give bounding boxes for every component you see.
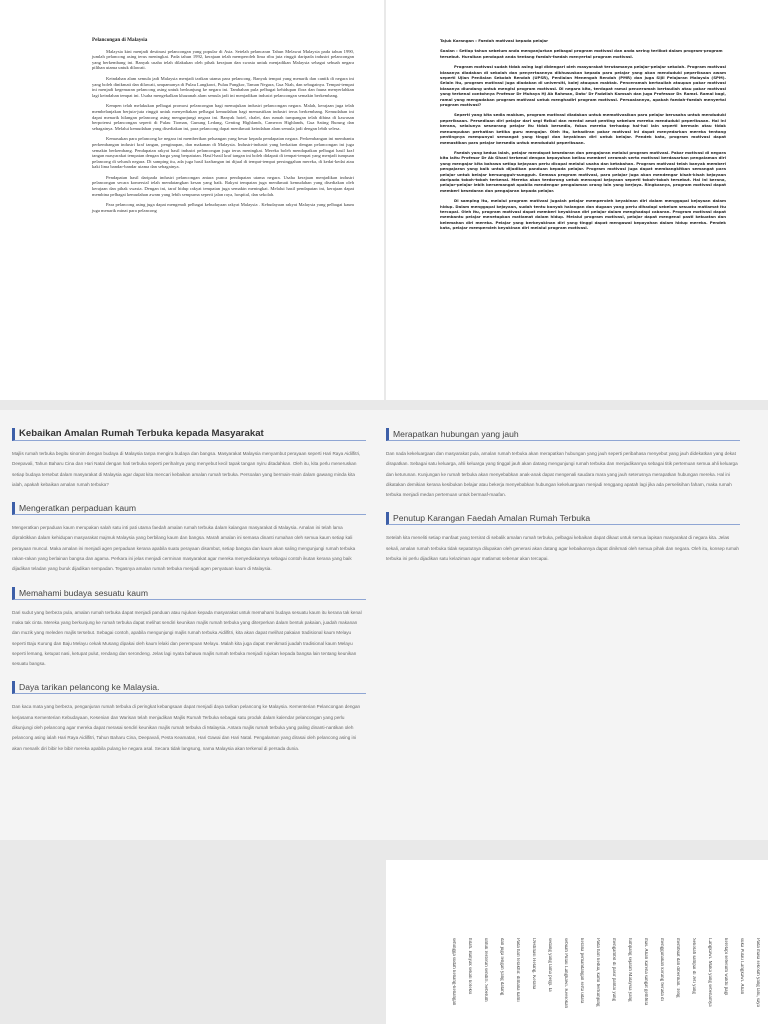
rotated-text-line: hilah. Banyak sekali koleksi xyxy=(467,938,472,995)
essay-question: Soalan : Setiap tahun sebelum anda menganjurkan pelbagai program motivasi dan anda sering terlibat dalam program-program tersebut. Huraikan pendapat anda tentang faedah-faedah menyertai program motivasi. xyxy=(440,48,723,59)
rotated-text-line: kerana pemandangan serta udara xyxy=(579,938,584,1004)
article-rumah-terbuka xyxy=(0,410,768,840)
essay-paragraph: Faedah yang kedua ialah, pelajar mendapat kesedaran dan pengajaran melalui program motivasi. Pakar motivasi di negara kita iaitu Profesor Dr Ab Ghani terkenal dengan kepayahan beliau memberi ceramah serta motivasi berdasarkan pengalaman diri yang mengajar kita bahawa setiap kejayaan perlu dicapai melalui usaha dan ketabahan. Program motivasi telah banyak memberi pengajaran yang baik untuk dijadikan panduan kepada pelajar. Program motivasi juga dapat membangkitkan semangat para pelajar untuk belajar bersungguh-sungguh. Semasa program motivasi, para pelajar juga akan mendengar kisah-kisah kejayaan daripada tokoh-tokoh terkenal. Mereka akan terdorong untuk mencapai kejayaan seperti tokoh-tokoh tersebut. Hal ini kerana, pelajar-pelajar lebih bersemangat apabila mendengar pengalaman orang lain yang berjaya. Ringkasnya, program motivasi dapat memberi kesedaran dan pengajaran kepada pelajar. xyxy=(440,149,726,193)
essay-heading: Tajuk Karangan : Faedah motivasi kepada pelajar xyxy=(440,38,549,43)
article-left-column xyxy=(12,428,366,766)
essay-page-pelancongan xyxy=(0,0,384,400)
essay-paragraph: Kemasukan para pelancong ke negara ini memberikan peluangan yang besar kepada pendapatan negara. Perkembangan ini membantu perkembangan industri kraf tangan, penginapan, dan makanan di Malaysia. Industri-industri yang berkaitan dengan pelancongan ini juga semakin berkembang. Pendapatan rakyat hasil industri pelancongan juga terus meningkat. Mereka boleh mendapatkan pelbagai hasil kraf tangan masyarakat tempatan dengan harga yang berpatutan. Hasil-hasil kraf tangan ini boleh didapati di tempat-tempat yang menjadi tumpuan pelancong di seluruh negara. Di samping itu, ada juga hasil kraftangan ini dijual di tempat-tempat persinggahan mereka, di kedai-kedai atau kaki lima bandar-bandar utama dan sebagainya. xyxy=(92,136,354,170)
rotated-text-line: Pada masa sekolah yang lalu, saya xyxy=(755,938,760,1007)
article-paragraph: Dan nada kekeluargaan dan masyarakat pula, amalan rumah terbuka akan merapatkan hubungan yang jauh seperti peribahasa menyebut yang jauh didekatkan yang dekat dirapatkan. Sebagai satu keluarga, ahli keluarga yang tinggal jauh akan datang mengunjungi rumah terbuka dan menjadikannya sebagai titik pertemuan semua ahli keluarga dan keturunan. Kunjungan ke rumah terbuka akan menyebabkan anak-anak dapat mengenali saudara mara yang jauh seterusnya merapatkan hubungan mereka. Hal ini dikatakan demikian kerana kesibukan belajar atau bekerja menyebabkan hubungan kekeluargaan menjadi renggang apatah lagi jika ada perselisihan faham, maka rumah terbuka menjadi medan pertemuan untuk bermaaf-maafan. xyxy=(386,451,738,498)
rotated-text-line: Langkawi. Maka yang sebenarnya xyxy=(707,938,712,1007)
essay-title: Pelancongan di Malaysia xyxy=(92,37,148,43)
essay-paragraph: Di samping itu, melalui program motivasi jugalah pelajar memperoleh keyakinan diri dalam menggapai kejayaan dalam hidup. Dalam menggapai kejayaan, sudah tentu banyak halangan dan dugaan yang perlu dihadapi sebelum sesuatu matlamat itu tercapai. Oleh itu, program motivasi dapat memberi keyakinan diri pelajar dalam menghadapi cabaran. Program motivasi dapat membantu pelajar menetapkan matlamat dalam hidup. Melalui program motivasi, pelajar dapat mengenal pasti kekuatan dan kelemahan diri mereka. Pelajar yang berkeyakinan diri yang tinggi dapat mengawal kepayahan dalam hidup mereka. Pendek kata, pelajar memperoleh keyakinan diri melalui program motivasi. xyxy=(440,198,726,231)
rotated-text-area xyxy=(430,930,768,1024)
article-paragraph: Mengeratkan perpaduan kaum merupakan salah satu inti pati utama faedah amalan rumah terbuka dalam kalangan masyarakat di Malaysia. Amalan ini telah lama dipraktikkan dalam kehidupan masyarakat majmuk Malaysia yang berbilang kaum dan bangsa. Marah amalan ini semasa dinanti rumahan oleh semua kaum setiap kali perayaan muncul. Maka amalan ini menjadi agen perpaduan kerana apabila suatu perayaan disambut, setiap bangsa dan kaum akan saling mengunjungi rumah terbuka rakan-rakan yang berlainan bangsa dan agama. Perkara ini jelas menjadi cerminan masyarakat agar mereka menyediakannya sebagai contoh ikutan kerana yang baik dijadikan teladan yang buruk dijadikan sempadan. Tegasnya amalan rumah terbuka menjadi agen penyatuan kaum di Malaysia. xyxy=(12,525,356,572)
article-paragraph: Dan kaca mata yang berbeza, penganjuran rumah terbuka di peringkat kebangsaan dapat menjadi daya tarikan pelancong ke Malaysia. Kementerian Pelancongan dengan kerjasama Kementerian Kebudayaan, Kesenian dan Warisan telah menjadikan Majlis Rumah Terbuka sebagai satu produk dalam kalendar pelancongan yang perlu dikunjungi oleh pelancong agar mereka dapat merasai sendiri keunikan majlis rumah terbuka di Malaysia. Antara majlis rumah terbuka yang paling dinanti-nantikan oleh pelancong asing ialah Hari Raya Aidilfitri, Tahun Baharu Cina, Deepavali, Pesta Keamatan, Hari Gawai dan Hari Natal. Pengalaman yang dirasai oleh pelancong asing ini akan menarik diri bibir ke bibir mereka apabila pulang ke negara asal. Secara tidak langsung, nama Malaysia akan terkenal di persada dunia. xyxy=(12,704,361,751)
essay-paragraph: Kempen telah melakukan pelbagai promosi pelancongan bagi memajukan industri pelancongan negara. Malah, kerajaan juga telah membelanjakan berjuta-juta ringgit untuk menyediakan pelbagai kemudahan bagi memastikan industri terus berkembang. Kemudahan ini dapat menarik hilangan pelancong asing mengunjungi negara ini. Banyak hotel, chalet, dan rumah tumpangan telah dibina di kawasan berpotensi pelancongan seperti di Pulau Tioman, Gunung Ledang, Genting Highlands, Cameron Highlands, Gua Sating Burung dan sebagainya. Melalui kemudahan yang disediakan ini, para pelancong dapat menikmati keindahan alam semula jadi dengan lebih selesa. xyxy=(92,103,354,131)
rotated-text-line: membuat dan diberikan. Teng xyxy=(675,938,680,998)
article-paragraph: Setelah kita meneliti setiap manfaat yang tersirat di sebalik amalan rumah terbuka, pelbagai kebaikan dapat dikaut untuk semua lapisan masyarakat di negara kita. Jelas sekali, amalan rumah terbuka tidak sepatutnya dilupakan oleh generasi akan datang agar kebaikannya dapat dinikmati oleh semua pihak dan negara. Oleh itu, konsep rumah terbuka ini perlu dijadikan satu kelaziman agar matlamat sebenar akan tercapai. xyxy=(386,535,739,562)
rotated-page xyxy=(386,860,768,1024)
article-paragraph: Dari sudut yang berbeza pula, amalan rumah terbuka dapat menjadi panduan atau rujukan kepada masyarakat untuk memahami budaya sesuatu kaum itu kerana tak kenal maka tak cinta. Mereka yang berkunjung ke rumah terbuka dapat melihat sendiri keunikan majlis rumah terbuka yang diterperkan dalam bentuk pakaian, juadah makanan dan muzik yang meleden majlis tersebut. Sebagai contoh, apabila mengunjungi majlis rumah terbuka Aidilfitri, kita akan dapat melihat pakaian tradisional kaum Melayu seperti Baju Kurung dan Baju Melayu cekak Musang dipakai oleh kaum lelaki dan perempuan Melayu. Malah kita juga dapat menikmati juadah tradisional kaum Melayu seperti lemang, ketupat nasi, ketupat pulut, rendang dan serondeng. Jelas lagi nyata bahawa majlis rumah terbuka menjadi rujukan kepada bangsa lain tentang keunikan sesuatu bangsa. xyxy=(12,609,362,667)
essay-paragraph: Malaysia kini menjadi destinasi pelancongan yang popular di Asia. Setelah pelancaran Tahun Melawat Malaysia pada tahun 1990, jumlah pelancong asing terus meningkat. Pada tahun 1992, kerajaan telah memperoleh lima ribu juta ringgit daripada industri pelancongan yang berkembang ini. Banyak usaha telah dilakukan oleh pihak kerajaan dan swasta untuk menjadikan Malaysia sebagai sebuah negara pilihan utama untuk dilawati. xyxy=(92,48,354,71)
rotated-text-line: Sekolah sampai di Jeti yang xyxy=(691,938,696,994)
rotated-text-line: dan juga lengan yang datang xyxy=(499,938,504,996)
essay-page-motivasi xyxy=(386,0,768,400)
rotated-text-line: suka Pulau Langkawi. Akan xyxy=(739,938,744,995)
article-right-column xyxy=(386,428,740,576)
article-title: Kebaikan Amalan Rumah Terbuka kepada Masyarakat xyxy=(12,428,366,441)
rotated-text-line: Pada hari kedua, kami berkunjung xyxy=(595,938,600,1007)
rotated-text-line: mas. Akan karena sangat gembira xyxy=(643,938,648,1006)
rotated-text-line: menggunakan korang berada di xyxy=(659,938,664,1001)
rotated-text-line: Pada hari terakhir. dimana kami xyxy=(515,938,520,1002)
essay-body xyxy=(92,38,354,218)
rotated-text-line: tumpang sejarah Malaysia yang xyxy=(627,938,632,1002)
essay-paragraph: Seperti yang kita sedia maklum, program motivasi diadakan untuk memotivasikan para pelajar berusaha untuk menduduki peperiksaan. Persediaan diri pelajar dari segi fizikal dan mental amat penting sebelum mereka menduduki peperiksaan. Hal ini kerana, selalunya seseorang pelajar itu tidak bersedia, fokus mereka terhadap hal-hal lain seperti bermain atau tidak menumpukan perhatian ketika guru mengajar. Oleh itu, kehadiran pakar motivasi ini dapat menyedarkan mereka tentang pentingnya mempunyai semangat yang tinggi dan keyakinan diri untuk belajar. Pendek kata, program motivasi dapat memastikan para pelajar bersedia untuk menduduki peperiksaan. xyxy=(440,112,726,145)
section-heading: Penutup Karangan Faedah Amalan Rumah Terbuka xyxy=(386,512,740,525)
rotated-text-line: sebuah Pulau Langkawi. Keesokan xyxy=(563,938,568,1008)
essay-paragraph: Program motivasi sudah tidak asing lagi didengari oleh masyarakat terutamanya pelajar-pelajar sekolah. Program motivasi biasanya diadakan di sekolah dan penyertaannya dikhususkan kepada para pelajar yang akan menduduki peperiksaan awam seperti Ujian Penilaian Sekolah Rendah (UPSR), Penilaian Menengah Rendah (PMR) dan juga Sijil Pelajaran Malaysia (SPM). Selain itu, program motivasi juga diadakan di universiti, kolej ataupun maktab. Penceramah bertauliah ataupun pakar motivasi biasanya diundang untuk mengisi program motivasi. Di negara kita, terdapat ramai penceramah bertauliah atau pakar motivasi yang terkenal contohnya Profesor Dr Muhaya Hj Ab Rahman, Dato' Dr Fadzilah Kamsah dan juga Professor Dr. Ramzi. Ramai bagi, ramai yang mengadakan program motivasi untuk menghadiri program motivasi. Persoalannya, apakah faedah-faedah menyertai program motivasi? xyxy=(440,64,726,108)
essay-paragraph: Pendapatan hasil daripada industri pelancongan antara punca pendapatan utama negara. Usaha kerajaan menjadikan industri pelancongan secara komersial telah mendatangkan kesan yang baik. Rakyat tempatan juga menikmati kemudahan yang disediakan oleh kerajaan dan pihak swasta. Dengan ini, taraf hidup rakyat tempatan juga semakin meningkat. Melalui hasil pendapatan ini, kerajaan dapat membina pelbagai kemudahan awam yang lebih sempurna seperti jalan raya, hospital, dan sekolah. xyxy=(92,174,354,197)
rotated-text-line: untuk restoran sendiri. Sebelum xyxy=(483,938,488,1002)
section-heading: Daya tarikan pelancong ke Malaysia. xyxy=(12,681,366,694)
section-heading: Mengeratkan perpaduan kaum xyxy=(12,502,366,515)
essay-paragraph: Keindahan alam semula jadi Malaysia menjadi tarikan utama para pelancong. Banyak tempat yang menarik dan cantik di negara ini yang boleh dinikmati dan dilawati, umpamanya di Pulau Langkawi, Pulau Pangkor, Taman Negara, Gua Niah, dan sebagainya. Tempat-tempat ini menjadi kegemaran pelancong asing untuk berkunjung ke negara ini. Tambahan pula pelbagai kehidupan flora dan fauna menyerlahkan lagi keindahan tempat ini. Usaha mengekalkan khazanah alam semula jadi ini menjadikan industri pelancongan semakin berkembang. xyxy=(92,75,354,98)
article-paragraph: Majlis rumah terbuka begitu sinonim dengan budaya di Malaysia tanpa mengira budaya dan bangsa. Masyarakat Malaysia menyambut perayaan seperti Hari Raya Aidilfitri, Deepavali, Tahun Baharu Cina dan Hari Natal dengan hati terbuka seperti perihalnya yang menyebut kecil tapak tangan nyiru ditadahkan. Oleh itu, kita perlu meneruskan setiap budaya tersebut dalam masyarakat di Malaysia agar dapat kita mencari kebaikan amalan rumah terbuka. Persoalan yang bermain-main dalam gawang minda kita ialah, apakah kebaikan amalan rumah terbuka? xyxy=(12,451,361,487)
rotated-text-line: keretapi sebelum waktu pagi xyxy=(723,938,728,996)
rotated-lines xyxy=(430,930,768,1024)
section-heading: Merapatkan hubungan yang jauh xyxy=(386,428,740,441)
essay-body xyxy=(440,38,726,236)
rotated-text-line: Destinasi Helang. Kerana xyxy=(531,938,536,990)
rotated-text-line: mengambil di pasir pantai yang xyxy=(611,938,616,1002)
essay-paragraph: Para pelancong asing juga dapat mengenali pelbagai kebudayaan rakyat Malaysia . Kebudayaan rakyat Malaysia yang pelbagai kaum juga menarik minat para pelancong xyxy=(92,202,354,213)
section-heading: Memahami budaya sesuatu kaum xyxy=(12,587,366,600)
rotated-text-line: sehingga sudah kenang-kenangan xyxy=(451,938,456,1006)
rotated-text-line: sedang yang lama pergi. Ia xyxy=(547,938,552,992)
